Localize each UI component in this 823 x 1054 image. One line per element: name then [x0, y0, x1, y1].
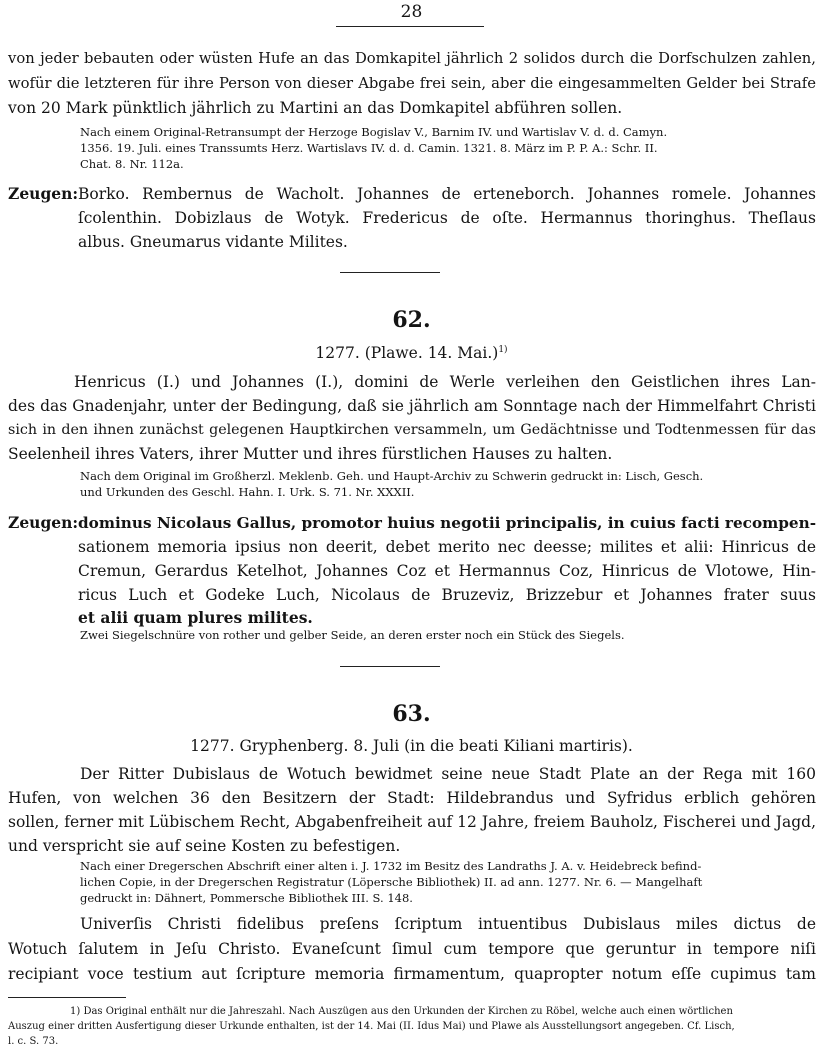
- carryover-line-3: von 20 Mark pünktlich jährlich zu Martini an das Domkapitel abführen sollen.: [8, 99, 623, 117]
- header-rule: [336, 26, 484, 27]
- footnote-line-2: Auszug einer dritten Ausfertigung dieser Urkunde enthalten, ist der 14. Mai (II. Idus Mai) und Plawe als Ausstellungsort angegeben. Cf. Lisch,: [8, 1021, 735, 1032]
- witness-line-2: sationem memoria ipsius non deerit, debet merito nec deesse; milites et alii: Hinricus de: [78, 538, 816, 556]
- carryover-source-3: Chat. 8. Nr. 112a.: [80, 157, 184, 171]
- section-divider: [340, 272, 440, 273]
- carryover-source-1: Nach einem Original-Retransumpt der Herzoge Bogislav V., Barnim IV. und Wartislav V. d. d. Camyn.: [80, 125, 668, 139]
- source-line-3: gedruckt in: Dähnert, Pommersche Bibliothek III. S. 148.: [80, 891, 413, 905]
- document-number: 62.: [392, 307, 431, 333]
- witness-line-3: albus. Gneumarus vidante Milites.: [78, 233, 348, 251]
- witness-line-3: Cremun, Gerardus Ketelhot, Johannes Coz et Hermannus Coz, Hinricus de Vlotowe, Hin-: [78, 562, 816, 580]
- witness-line-2: ſcolenthin. Dobizlaus de Wotyk. Fredericus de oſte. Hermannus thoringhus. Theſlaus: [78, 209, 816, 227]
- summary-line-1: Der Ritter Dubislaus de Wotuch bewidmet seine neue Stadt Plate an der Rega mit 160: [80, 765, 816, 783]
- seal-note: Zwei Siegelschnüre von rother und gelber Seide, an deren erster noch ein Stück des Siegels.: [80, 628, 625, 642]
- witness-label: Zeugen:: [8, 513, 79, 532]
- page-number: 28: [400, 2, 423, 22]
- source-line-2: und Urkunden des Geschl. Hahn. I. Urk. S. 71. Nr. XXXII.: [80, 485, 415, 499]
- source-line-1: Nach einer Dregerschen Abschrift einer alten i. J. 1732 im Besitz des Landraths J. A. v. Heidebreck befind-: [80, 859, 702, 873]
- summary-line-2: des das Gnadenjahr, unter der Bedingung, daß sie jährlich am Sonntage nach der Himmelfahrt Christi: [8, 397, 816, 415]
- witness-label: Zeugen:: [8, 184, 79, 203]
- document-date: 1277. Gryphenberg. 8. Juli (in die beati Kiliani martiris).: [190, 737, 633, 755]
- summary-line-4: Seelenheil ihres Vaters, ihrer Mutter und ihres fürstlichen Hauses zu halten.: [8, 445, 613, 463]
- source-line-1: Nach dem Original im Großherzl. Meklenb. Geh. und Haupt-Archiv zu Schwerin gedruckt in: Lisch, Gesch.: [80, 469, 704, 483]
- summary-line-4: und verspricht sie auf seine Kosten zu befestigen.: [8, 837, 401, 855]
- witness-line-1: dominus Nicolaus Gallus, promotor huius negotii principalis, in cuius facti recompen-: [78, 514, 817, 532]
- carryover-source-2: 1356. 19. Juli. eines Transsumts Herz. Wartislavs IV. d. d. Camin. 1321. 8. März im P. P. A.: Schr. II.: [80, 141, 658, 155]
- summary-line-3: sollen, ferner mit Lübischem Recht, Abgabenfreiheit auf 12 Jahre, freiem Bauholz, Fischerei und Jagd,: [8, 813, 816, 831]
- carryover-line-1: von jeder bebauten oder wüsten Hufe an das Domkapitel jährlich 2 solidos durch die Dorfschulzen zahlen,: [8, 50, 816, 67]
- footnote-line-3: l. c. S. 73.: [8, 1036, 59, 1047]
- document-number: 63.: [392, 701, 431, 727]
- witness-line-4: ricus Luch et Godeke Luch, Nicolaus de Bruzeviz, Brizzebur et Johannes frater suus: [78, 586, 816, 604]
- document-date: [0, 344, 823, 362]
- carryover-line-2: wofür die letzteren für ihre Person von dieser Abgabe frei sein, aber die eingesammelten Gelder bei Strafe: [8, 75, 816, 92]
- section-divider: [340, 666, 440, 667]
- source-line-2: lichen Copie, in der Dregerschen Registratur (Löpersche Bibliothek) II. ad ann. 1277. Nr. 6. — Mangelhaft: [80, 875, 703, 889]
- date-line: 1277. (Plawe. 14. Mai.): [315, 344, 499, 362]
- summary-line-3: sich in den ihnen zunächst gelegenen Hauptkirchen versammeln, um Gedächtnisse und Todtenmessen für das: [8, 422, 816, 438]
- summary-line-2: Hufen, von welchen 36 den Besitzern der Stadt: Hildebrandus und Syfridus erblich gehören: [8, 789, 816, 807]
- footnote-rule: [8, 997, 126, 998]
- latin-line-3: recipiant voce testium aut ſcripture memoria firmamentum, quapropter notum eſſe cupimus tam: [8, 965, 816, 983]
- witness-line-5: et alii quam plures milites.: [78, 608, 313, 627]
- witness-line-1: Borko. Rembernus de Wacholt. Johannes de erteneborch. Johannes romele. Johannes: [78, 185, 816, 203]
- latin-line-1: Univerſis Christi fidelibus preſens ſcriptum intuentibus Dubislaus miles dictus de: [80, 915, 816, 933]
- summary-line-1: Henricus (I.) und Johannes (I.), domini de Werle verleihen den Geistlichen ihres Lan-: [74, 373, 816, 391]
- footnote-ref: 1): [498, 344, 508, 355]
- footnote-line-1: 1) Das Original enthält nur die Jahreszahl. Nach Auszügen aus den Urkunden der Kirchen zu Röbel, welche auch einen wörtlichen: [70, 1006, 733, 1017]
- latin-line-2: Wotuch ſalutem in Jeſu Christo. Evaneſcunt ſimul cum tempore que geruntur in tempore niſi: [8, 940, 816, 958]
